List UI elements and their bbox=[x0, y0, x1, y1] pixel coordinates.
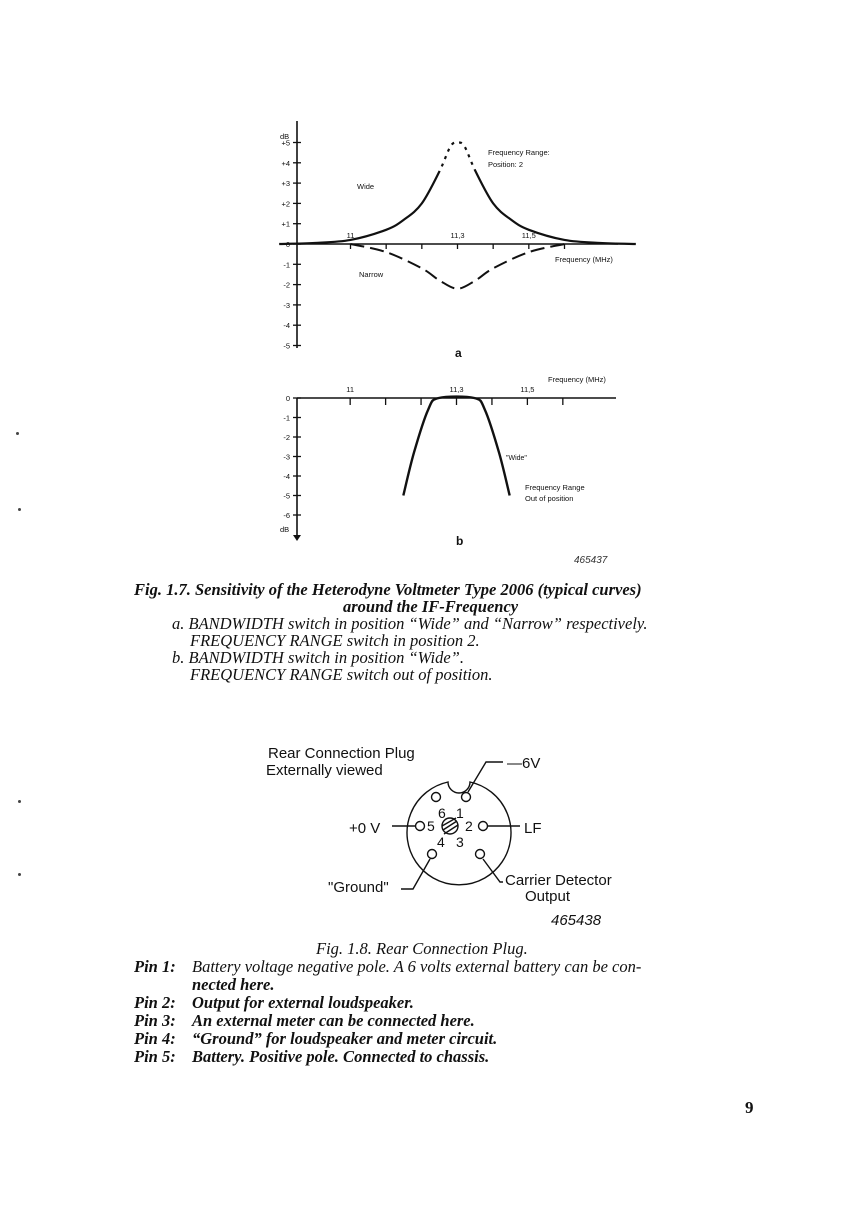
series-wide-line bbox=[279, 142, 636, 244]
pin-1-text: Battery voltage negative pole. A 6 volts external battery can be con- bbox=[192, 957, 642, 976]
pin-number-2: 2 bbox=[465, 818, 473, 834]
y-tick-label: +1 bbox=[281, 219, 290, 229]
panel-a-x-ticks bbox=[347, 231, 565, 249]
x-tick-label: 11,5 bbox=[521, 231, 536, 240]
y-tick-label: -3 bbox=[283, 452, 290, 462]
pin-4-row bbox=[134, 1029, 497, 1048]
y-tick-label: -5 bbox=[283, 341, 290, 351]
caption-a-line2: FREQUENCY RANGE switch in position 2. bbox=[190, 631, 480, 650]
pin-2-socket bbox=[479, 822, 488, 831]
label-minus-6v: —6V bbox=[507, 755, 541, 772]
page-number: 9 bbox=[745, 1098, 754, 1117]
pin-5-text: Battery. Positive pole. Connected to chassis. bbox=[192, 1047, 490, 1066]
caption-b-line1: b. BANDWIDTH switch in position “Wide”. bbox=[172, 648, 464, 667]
x-tick-label: 11 bbox=[346, 385, 355, 394]
pin-5-socket bbox=[416, 822, 425, 831]
x-tick-label: 11 bbox=[346, 231, 355, 240]
y-tick-label: -4 bbox=[283, 472, 290, 481]
x-tick-label: 11,3 bbox=[450, 231, 465, 240]
panel-b-annotation-line2: Out of position bbox=[525, 494, 574, 503]
y-tick-label: -1 bbox=[283, 413, 290, 423]
plug-body bbox=[392, 762, 520, 889]
pin-3-label: Pin 3: bbox=[134, 1011, 176, 1030]
panel-a-annotation-line2: Position: 2 bbox=[488, 160, 524, 169]
y-tick-label: 0 bbox=[285, 240, 290, 249]
y-tick-label: +3 bbox=[281, 179, 290, 189]
pin-2-text: Output for external loudspeaker. bbox=[192, 993, 414, 1012]
figure-1-8-caption: Fig. 1.8. Rear Connection Plug. bbox=[316, 939, 528, 958]
series-wide-band-line bbox=[403, 397, 509, 496]
pin-1-text-cont: nected here. bbox=[192, 975, 275, 994]
caption-b-line2: FREQUENCY RANGE switch out of position. bbox=[190, 665, 493, 684]
y-tick-label: -3 bbox=[283, 300, 290, 310]
pin-2-row bbox=[134, 993, 414, 1012]
pin-3-text: An external meter can be connected here. bbox=[192, 1011, 475, 1030]
label-ground: "Ground" bbox=[328, 879, 389, 896]
pin-number-5: 5 bbox=[427, 818, 435, 834]
pin-1-row bbox=[134, 957, 641, 976]
panel-b-x-ticks bbox=[346, 385, 563, 405]
pin-number-4: 4 bbox=[437, 834, 445, 850]
y-tick-label: -6 bbox=[283, 511, 290, 520]
pin-2-label: Pin 2: bbox=[134, 993, 176, 1012]
series-label-narrow: Narrow bbox=[359, 270, 384, 279]
y-tick-label: -4 bbox=[283, 321, 290, 331]
chart-panel-a bbox=[279, 121, 636, 360]
y-tick-label: +4 bbox=[281, 158, 290, 168]
panel-a-label: a bbox=[455, 346, 462, 360]
scan-speck bbox=[18, 508, 21, 511]
panel-b-y-ticks bbox=[283, 394, 301, 520]
panel-b-series bbox=[403, 397, 509, 496]
pin-4-text: “Ground” for loudspeaker and meter circuit. bbox=[192, 1029, 498, 1048]
caption-title: Fig. 1.7. Sensitivity of the Heterodyne Voltmeter Type 2006 (typical curves) bbox=[134, 580, 642, 599]
leader-carrier bbox=[483, 859, 503, 882]
pin-4-socket bbox=[428, 850, 437, 859]
y-tick-label: -1 bbox=[283, 260, 290, 270]
panel-a-y-unit: dB bbox=[280, 132, 290, 141]
pin-5-label: Pin 5: bbox=[134, 1047, 176, 1066]
pin-number-3: 3 bbox=[456, 834, 464, 850]
pin-5-row bbox=[134, 1047, 489, 1066]
y-tick-label: -2 bbox=[283, 433, 290, 442]
leader-ground bbox=[401, 859, 430, 889]
plug-title-line2: Externally viewed bbox=[266, 762, 383, 779]
pin-3-socket bbox=[476, 850, 485, 859]
panel-b-y-axis-arrow bbox=[293, 535, 301, 541]
pin-1-label: Pin 1: bbox=[134, 957, 176, 976]
label-carrier-line1: Carrier Detector bbox=[505, 872, 612, 889]
panel-a-annotation-line1: Frequency Range: bbox=[488, 148, 550, 157]
panel-a-series bbox=[279, 142, 636, 288]
pin-1-socket bbox=[462, 793, 471, 802]
series-label-wide: Wide bbox=[357, 182, 375, 191]
plug-title-line1: Rear Connection Plug bbox=[268, 745, 415, 762]
scan-speck bbox=[16, 432, 19, 435]
panel-a-x-label: Frequency (MHz) bbox=[555, 255, 613, 264]
panel-b-label: b bbox=[456, 534, 464, 548]
pin-4-label: Pin 4: bbox=[134, 1029, 176, 1048]
y-tick-label: +5 bbox=[281, 138, 290, 148]
label-plus-0v: +0 V bbox=[349, 820, 381, 837]
series-narrow-line bbox=[351, 244, 565, 289]
panel-b-series-label: "Wide" bbox=[506, 455, 527, 462]
panel-b-y-unit: dB bbox=[280, 525, 290, 534]
caption-a-line1: a. BANDWIDTH switch in position “Wide” and “Narrow” respectively. bbox=[172, 614, 648, 633]
y-tick-label: 0 bbox=[285, 394, 290, 403]
panel-b-x-label: Frequency (MHz) bbox=[548, 375, 606, 384]
caption-title-cont: around the IF-Frequency bbox=[343, 597, 519, 616]
scan-speck bbox=[18, 873, 21, 876]
label-lf: LF bbox=[524, 820, 542, 837]
pin-3-row bbox=[134, 1011, 475, 1030]
pin-number-6: 6 bbox=[438, 805, 446, 821]
y-tick-label: +2 bbox=[281, 199, 290, 209]
y-tick-label: -5 bbox=[283, 491, 290, 501]
label-carrier-line2: Output bbox=[525, 888, 571, 905]
scan-speck bbox=[18, 800, 21, 803]
rear-connection-plug-diagram bbox=[0, 735, 864, 935]
plug-figure-code: 465438 bbox=[551, 912, 602, 929]
pin-number-1: 1 bbox=[456, 805, 464, 821]
y-tick-label: -2 bbox=[283, 280, 290, 290]
panel-b-annotation-line1: Frequency Range bbox=[525, 483, 585, 492]
figure-1-7-charts bbox=[0, 0, 864, 600]
chart-panel-b bbox=[280, 375, 616, 548]
x-tick-label: 11,5 bbox=[520, 385, 535, 394]
figure-1-7-code: 465437 bbox=[574, 555, 608, 566]
x-tick-label: 11,3 bbox=[449, 385, 464, 394]
pin-6-socket bbox=[432, 793, 441, 802]
